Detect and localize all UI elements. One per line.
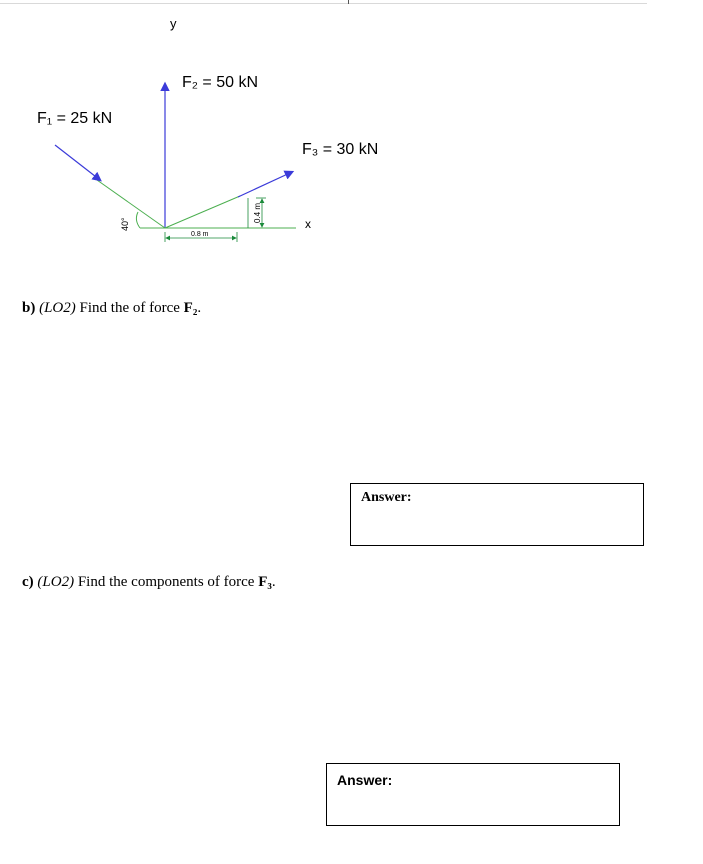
answer-box-c[interactable] (326, 763, 620, 826)
x-axis-label: x (305, 217, 311, 231)
question-b-end: . (197, 300, 202, 316)
angle-arc (136, 212, 140, 228)
answer-label-c: Answer: (337, 772, 393, 788)
question-c (22, 574, 276, 591)
force-diagram (0, 0, 703, 260)
question-b-outcome: (LO2) (39, 300, 76, 316)
question-c-end: . (271, 574, 276, 590)
question-b-force: F₂ (183, 300, 198, 316)
force3-label: F₃ = 30 kN (302, 141, 379, 158)
y-axis-label: y (170, 16, 177, 31)
force3-line-of-action (165, 196, 240, 228)
angle-label: 40° (120, 217, 130, 231)
force1-label: F₁ = 25 kN (37, 110, 113, 127)
force3-arrow (238, 172, 292, 197)
question-b-letter: b) (22, 300, 36, 316)
question-c-force: F₃ (258, 574, 272, 590)
force1-arrow (55, 145, 100, 180)
vertical-dimension-label: 0.4 m (253, 202, 262, 223)
force1-line-of-action (97, 180, 165, 228)
answer-box-b[interactable] (350, 483, 644, 546)
horizontal-dimension-label: 0.8 m (191, 231, 209, 238)
question-b-text: Find the of force (75, 300, 184, 316)
answer-label-b: Answer: (361, 490, 412, 505)
question-c-letter: c) (22, 574, 34, 590)
question-b (22, 300, 201, 317)
question-c-text: Find the components of force (74, 574, 259, 590)
question-c-outcome: (LO2) (37, 574, 75, 590)
force2-label: F₂ = 50 kN (182, 74, 259, 91)
